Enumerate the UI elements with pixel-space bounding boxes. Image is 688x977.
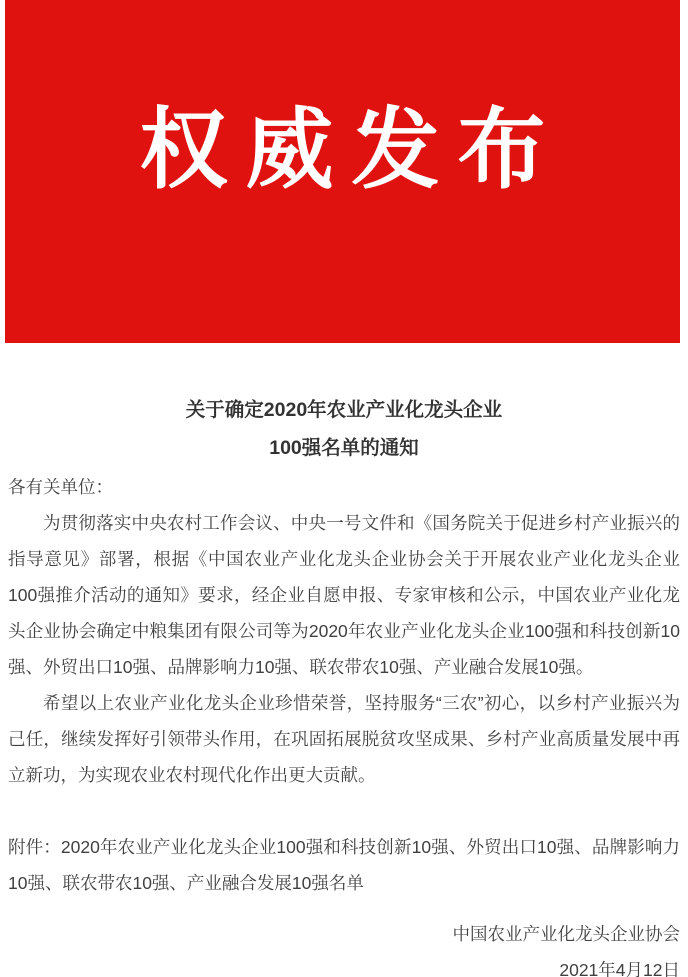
signature-block — [8, 916, 680, 977]
salutation: 各有关单位： — [8, 477, 113, 497]
signature-date: 2021年4月12日 — [559, 960, 680, 977]
notice-title — [8, 391, 680, 467]
notice-body — [8, 469, 680, 977]
banner — [5, 0, 680, 343]
signature-org: 中国农业产业化龙头企业协会 — [452, 924, 680, 944]
notice-paragraph-2: 希望以上农业产业化龙头企业珍惜荣誉，坚持服务“三农”初心，以乡村产业振兴为己任，继续发挥好引领带头作用，在巩固拓展脱贫攻坚成果、乡村产业高质量发展中再立新功，为实现农业农村现代化作出更大贡献。 — [8, 693, 680, 785]
notice-title-line2: 100强名单的通知 — [269, 437, 419, 459]
attachment-line: 附件：2020年农业产业化龙头企业100强和科技创新10强、外贸出口10强、品牌影响力10强、联农带农10强、产业融合发展10强名单 — [8, 837, 680, 893]
notice-document — [0, 391, 688, 977]
notice-paragraph-1: 为贯彻落实中央农村工作会议、中央一号文件和《国务院关于促进乡村产业振兴的指导意见》部署，根据《中国农业产业化龙头企业协会关于开展农业产业化龙头企业100强推介活动的通知》要求，经企业自愿申报、专家审核和公示，中国农业产业化龙头企业协会确定中粮集团有限公司等为2020年农业产业化龙头企业100强和科技创新10强、外贸出口10强、品牌影响力10强、联农带农10强、产业融合发展10强。 — [8, 513, 680, 677]
banner-title: 权威发布 — [139, 99, 564, 199]
notice-title-line1: 关于确定2020年农业产业化龙头企业 — [185, 399, 503, 421]
